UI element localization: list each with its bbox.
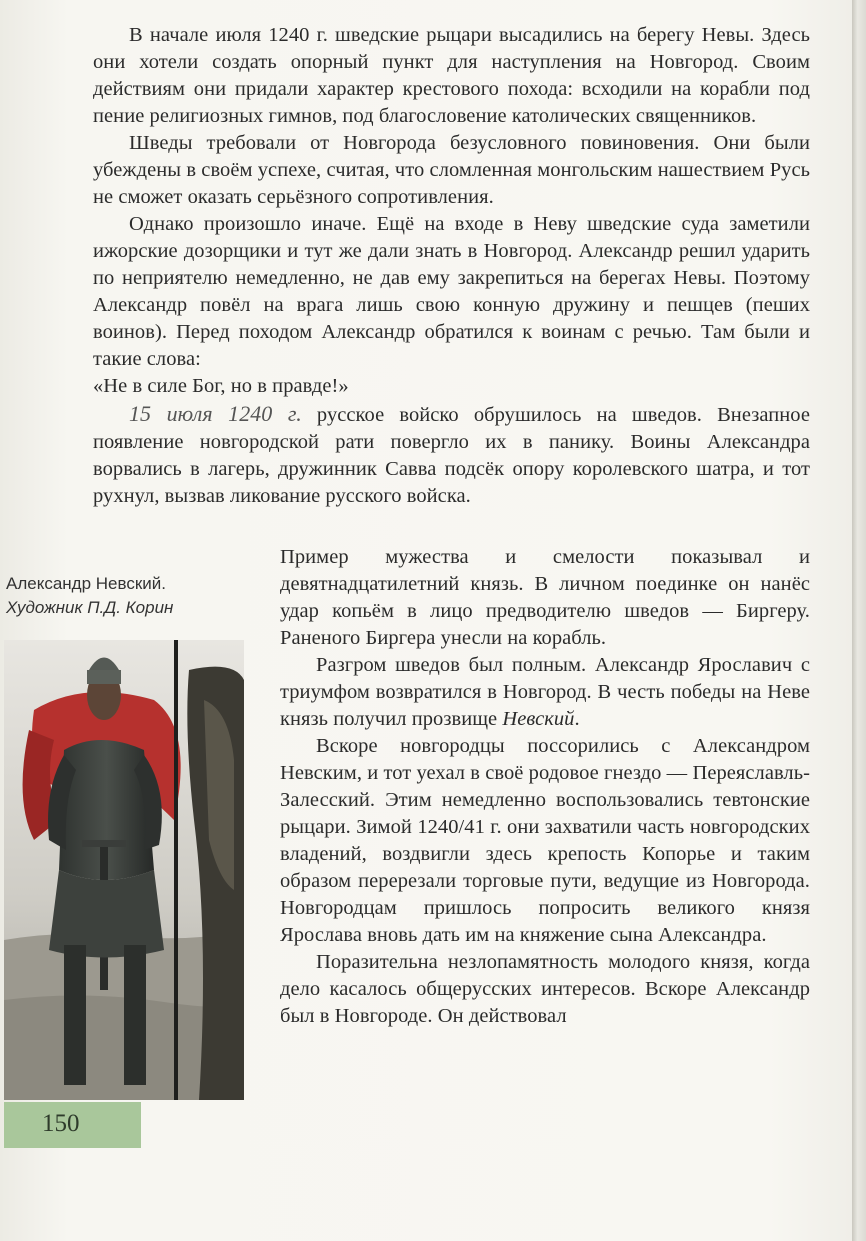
caption-title: Александр Невский. [6, 574, 167, 593]
page-number: 150 [42, 1110, 80, 1137]
figure-caption [6, 572, 256, 620]
page-edge [852, 0, 866, 1241]
main-text-top [93, 22, 810, 510]
paragraph-duel: Пример мужества и смелости показывал и девятнадцатилетний князь. В личном поединке он нанёс удар копьём в лицо предводителю шведов — Биргеру. Раненого Биргера унесли на корабль. [280, 546, 810, 649]
paragraph-swedes-demands: Шведы требовали от Новгорода безусловного повиновения. Они были убеждены в своём успехе, считая, что сломленная монгольским нашествием Русь не сможет оказать серьёзного сопротивления. [93, 132, 810, 208]
alexander-nevsky-painting [4, 640, 244, 1100]
victory-text: Разгром шведов был полным. Александр Ярославич с триумфом возвратился в Новгород. В честь победы на Неве князь получил прозвище [280, 654, 810, 730]
painting-illustration [4, 640, 244, 1100]
quote-line: «Не в силе Бог, но в правде!» [93, 375, 349, 397]
paragraph-forgiveness: Поразительна незлопамятность молодого князя, когда дело касалось общерусских интересов. Вскоре Александр был в Новгороде. Он действовал [280, 951, 810, 1027]
caption-artist: Художник П.Д. Корин [6, 598, 174, 617]
victory-end: . [574, 708, 580, 730]
battle-text: русское войско обрушилось на шведов. Внезапное появление новгородской рати повергло их в панику. Воины Александра ворвались в лагерь, дружинник Савва подсёк опору королевского шатра, и тот рухнул, вызвав ликование русского войска. [93, 404, 810, 507]
paragraph-quarrel: Вскоре новгородцы поссорились с Александром Невским, и тот уехал в своё родовое гнездо — Переяславль-Залесский. Этим немедленно воспользовались тевтонские рыцари. Зимой 1240/41 г. они захватили часть новгородских владений, воздвигли здесь крепость Копорье и таким образом перерезали торговые пути, ведущие из Новгорода. Новгородцам пришлось попросить великого князя Ярослава вновь дать им на княжение сына Александра. [280, 735, 810, 946]
nickname: Невский [502, 708, 575, 730]
paragraph-battle [93, 400, 810, 510]
main-text-column [280, 544, 810, 1030]
paragraph-swedes-landing: В начале июля 1240 г. шведские рыцари высадились на берегу Невы. Здесь они хотели создать опорный пункт для наступления на Новгород. Своим действиям они придали характер крестового похода: всходили на корабли под пение религиозных гимнов, под благословение католических священников. [93, 24, 810, 127]
paragraph-alexander-decision: Однако произошло иначе. Ещё на входе в Неву шведские суда заметили ижорские дозорщики и тут же дали знать в Новгород. Александр решил ударить по неприятелю немедленно, не дав ему закрепиться на берегах Невы. Поэтому Александр повёл на врага лишь свою конную дружину и пешцев (пеших воинов). Перед походом Александр обратился к воинам с речью. Там были и такие слова: [93, 213, 810, 370]
battle-date: 15 июля 1240 г. [129, 401, 302, 426]
paragraph-victory [280, 652, 810, 733]
